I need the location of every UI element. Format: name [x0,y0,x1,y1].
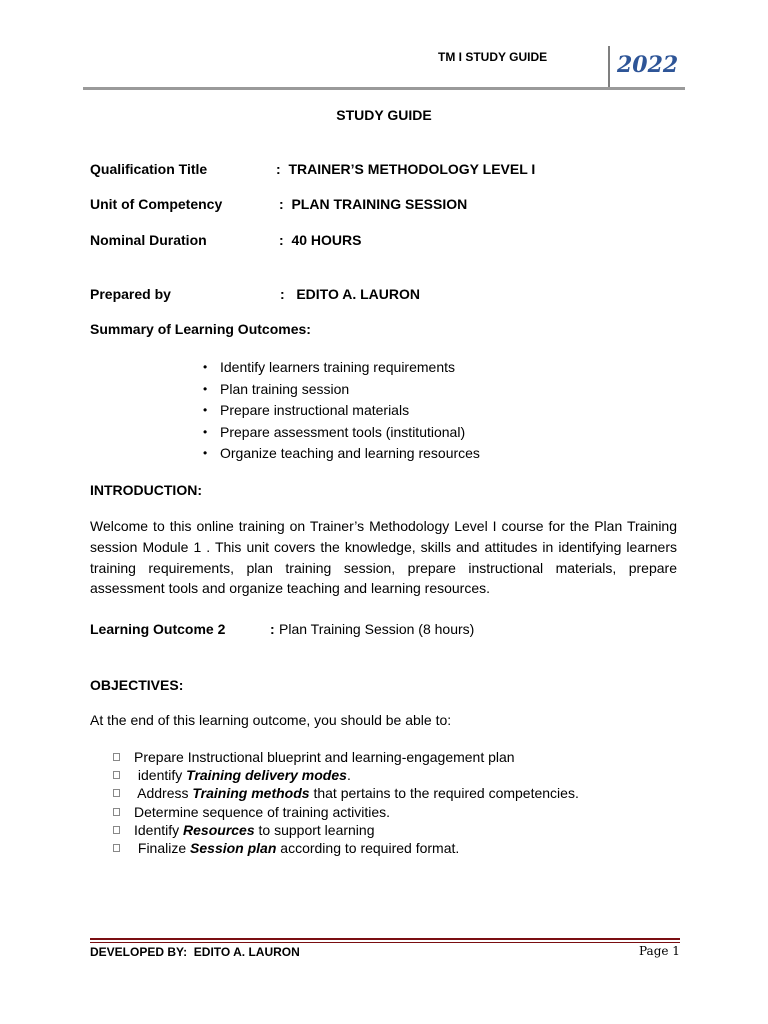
checkbox-icon [113,753,120,761]
objective-text-end: that pertains to the required competencies. [309,785,579,802]
list-item-text: Plan training session [220,380,350,397]
list-item-text: Prepare assessment tools (institutional) [220,423,466,440]
bullet-icon: • [203,424,208,439]
list-item [200,443,480,465]
list-item [113,821,579,839]
footer-developed-by: DEVELOPED BY: EDITO A. LAURON [90,945,300,959]
objective-text: identify [134,767,187,784]
objectives-intro: At the end of this learning outcome, you should be able to: [90,712,452,728]
qualification-title-value: : TRAINER’S METHODOLOGY LEVEL I [276,161,536,177]
objective-emphasis: Resources [183,821,255,838]
list-item [113,784,579,802]
summary-heading: Summary of Learning Outcomes: [90,321,311,337]
header-rule [83,87,685,90]
introduction-heading: INTRODUCTION: [90,482,202,498]
objective-text: Finalize [134,839,191,856]
header-title: TM I STUDY GUIDE [438,50,548,64]
checkbox-icon [113,844,120,852]
qualification-title-label: Qualification Title [90,161,208,177]
header-divider [608,46,610,88]
list-item-text: Prepare instructional materials [220,402,410,418]
bullet-icon: • [203,381,208,396]
prepared-by-value: : EDITO A. LAURON [280,286,420,302]
bullet-icon: • [203,446,208,460]
bullet-icon: • [203,360,208,374]
objective-text-end: according to required format. [276,839,460,856]
objective-text: Prepare Instructional blueprint and learning-engagement plan [134,749,515,765]
checkbox-icon [113,789,120,797]
list-item [200,400,480,422]
footer-rule [90,938,680,940]
unit-of-competency-label: Unit of Competency [90,196,223,212]
objective-text-end: to support learning [254,821,375,838]
learning-outcomes-list [200,357,480,465]
objectives-heading: OBJECTIVES: [90,677,184,693]
list-item [200,357,480,379]
learning-outcome-colon: : [270,621,275,637]
unit-of-competency-value: : PLAN TRAINING SESSION [279,196,468,212]
list-item [200,379,480,401]
footer-page-number: Page 1 [639,944,680,958]
list-item-text: Organize teaching and learning resources [220,445,480,461]
bullet-icon: • [203,403,208,417]
list-item-text: Identify learners training requirements [220,359,456,375]
objective-emphasis: Training methods [192,785,310,802]
checkbox-icon [113,808,120,816]
prepared-by-label: Prepared by [90,286,171,302]
document-title: STUDY GUIDE [336,107,432,123]
list-item [200,422,480,444]
list-item [113,748,579,766]
nominal-duration-label: Nominal Duration [90,232,207,248]
objective-text: Address [134,785,193,802]
objective-emphasis: Training delivery modes [186,767,347,784]
list-item [113,766,579,784]
learning-outcome-value: Plan Training Session (8 hours) [279,621,475,637]
list-item [113,803,579,821]
objective-text-end: . [346,767,351,784]
learning-outcome-label: Learning Outcome 2 [90,621,226,637]
objectives-list [113,748,579,857]
checkbox-icon [113,771,120,779]
footer-rule-thin [90,942,680,943]
checkbox-icon [113,826,120,834]
nominal-duration-value: : 40 HOURS [279,232,362,248]
objective-text: Determine sequence of training activities. [134,803,391,820]
objective-emphasis: Session plan [190,839,277,856]
header-year: 2022 [617,52,679,78]
introduction-paragraph: Welcome to this online training on Trainer’s Methodology Level I course for the Plan Training session Module 1 . This unit covers the knowledge, skills and attitudes in identifying learners training requirements, plan training session, prepare instructional materials, prepare assessment tools and organize teaching and learning resources. [90,518,677,597]
objective-text: Identify [134,821,184,838]
list-item [113,839,579,857]
